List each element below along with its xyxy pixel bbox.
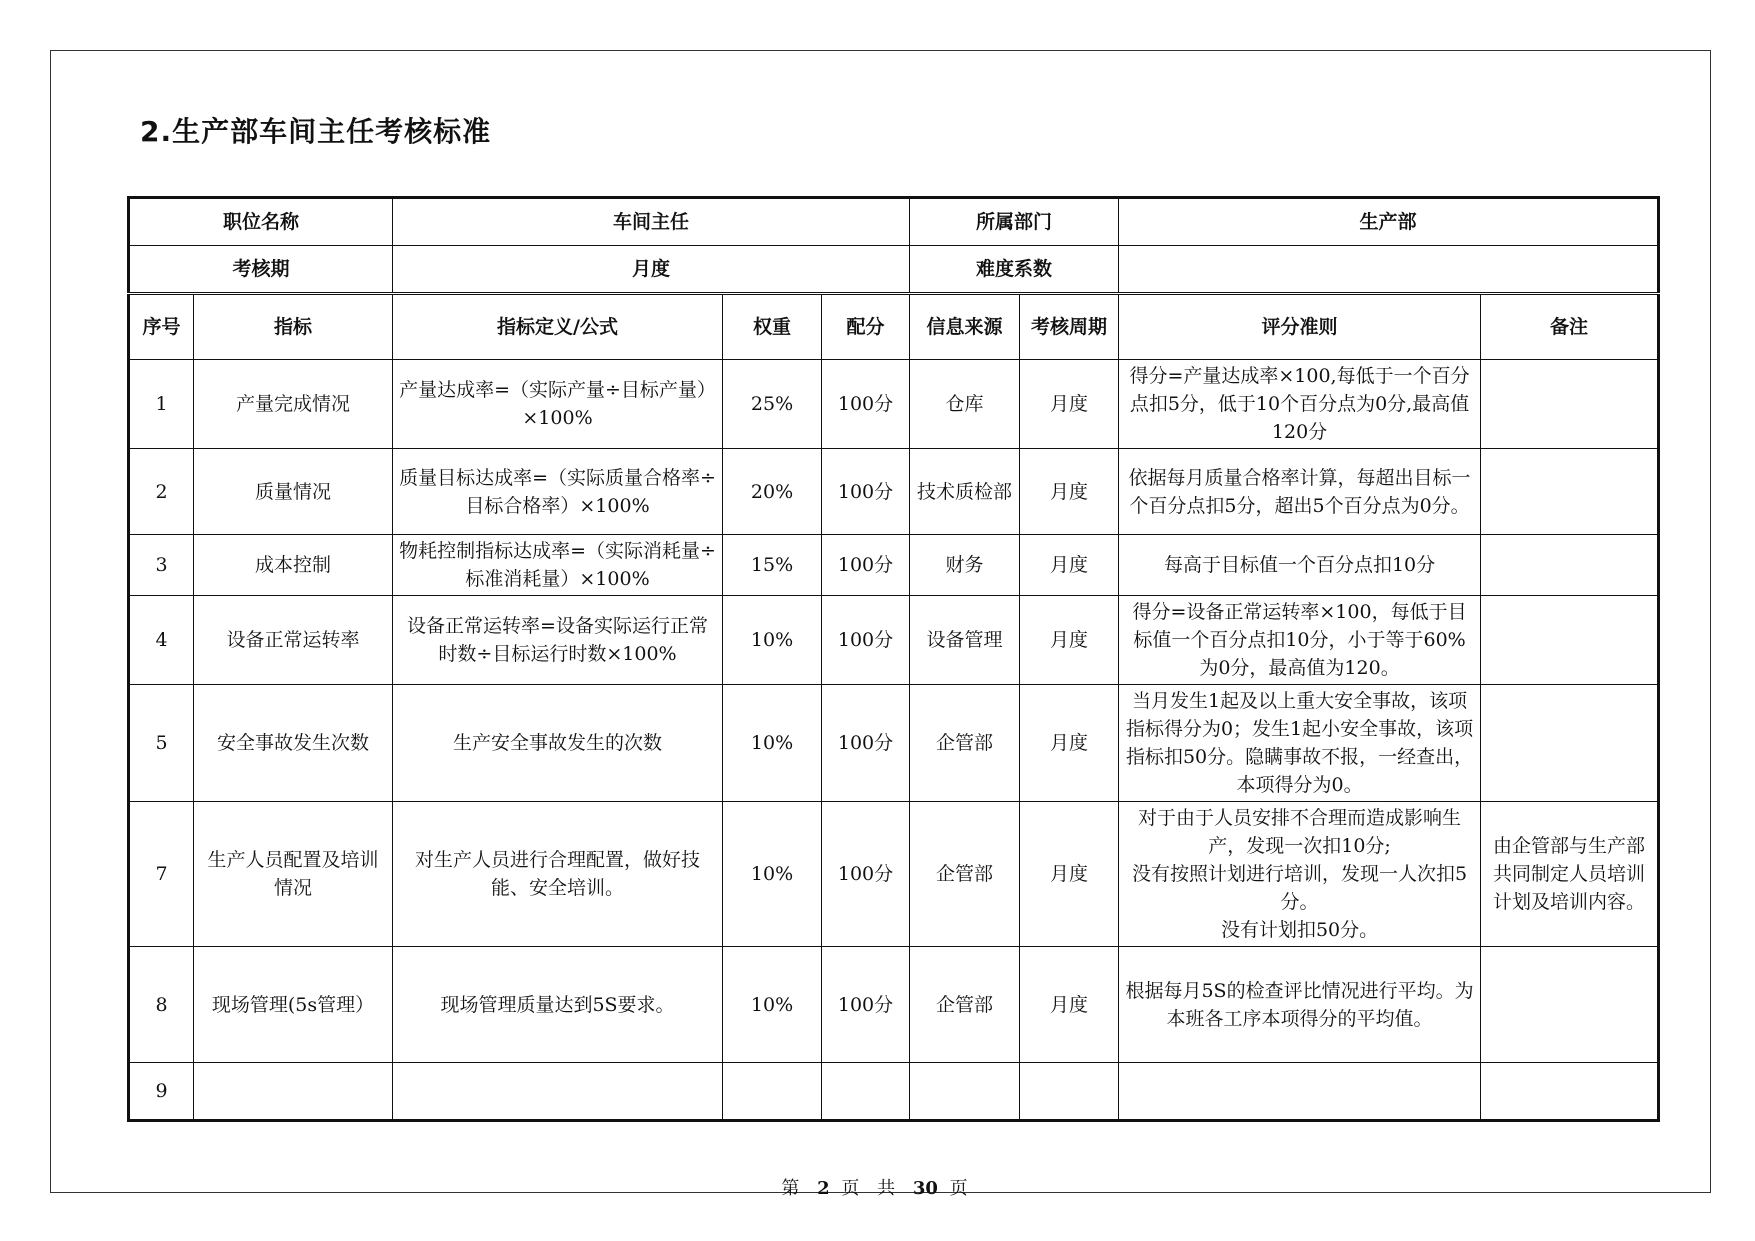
info-row-period — [129, 246, 1659, 294]
cell-weight: 25% — [723, 360, 822, 449]
page-title: 2.生产部车间主任考核标准 — [140, 115, 492, 148]
cell-weight: 10% — [723, 802, 822, 947]
cell-remark — [1481, 535, 1659, 596]
table-row — [129, 360, 1659, 449]
cell-source — [910, 1063, 1020, 1121]
difficulty-label: 难度系数 — [910, 246, 1119, 294]
table-row — [129, 1063, 1659, 1121]
cell-weight: 15% — [723, 535, 822, 596]
table-row — [129, 596, 1659, 685]
cell-cycle: 月度 — [1020, 685, 1119, 802]
col-indicator: 指标 — [194, 294, 393, 360]
cell-seq: 1 — [129, 360, 194, 449]
dept-value: 生产部 — [1119, 198, 1659, 246]
cell-criteria: 得分=产量达成率×100,每低于一个百分点扣5分，低于10个百分点为0分,最高值120分 — [1119, 360, 1481, 449]
cell-definition: 现场管理质量达到5S要求。 — [393, 947, 723, 1063]
cell-score — [822, 1063, 910, 1121]
position-value: 车间主任 — [393, 198, 910, 246]
cell-indicator: 生产人员配置及培训情况 — [194, 802, 393, 947]
col-seq: 序号 — [129, 294, 194, 360]
cell-definition — [393, 1063, 723, 1121]
cell-seq: 5 — [129, 685, 194, 802]
col-cycle: 考核周期 — [1020, 294, 1119, 360]
cell-seq: 8 — [129, 947, 194, 1063]
cell-criteria — [1119, 1063, 1481, 1121]
cell-score: 100分 — [822, 685, 910, 802]
info-row-position — [129, 198, 1659, 246]
cell-source: 设备管理 — [910, 596, 1020, 685]
cell-score: 100分 — [822, 947, 910, 1063]
cell-source: 企管部 — [910, 947, 1020, 1063]
footer-total-pages: 30 — [912, 1178, 938, 1199]
dept-label: 所属部门 — [910, 198, 1119, 246]
col-weight: 权重 — [723, 294, 822, 360]
cell-seq: 9 — [129, 1063, 194, 1121]
cell-score: 100分 — [822, 596, 910, 685]
period-label: 考核期 — [129, 246, 393, 294]
cell-score: 100分 — [822, 449, 910, 535]
cell-seq: 7 — [129, 802, 194, 947]
footer-page-number: 2 — [817, 1178, 830, 1199]
cell-cycle: 月度 — [1020, 449, 1119, 535]
cell-source: 企管部 — [910, 685, 1020, 802]
cell-indicator: 安全事故发生次数 — [194, 685, 393, 802]
cell-source: 企管部 — [910, 802, 1020, 947]
cell-weight: 20% — [723, 449, 822, 535]
cell-indicator: 现场管理(5s管理） — [194, 947, 393, 1063]
cell-weight — [723, 1063, 822, 1121]
page-footer — [0, 1174, 1755, 1200]
table-row — [129, 947, 1659, 1063]
col-criteria: 评分准则 — [1119, 294, 1481, 360]
cell-indicator: 产量完成情况 — [194, 360, 393, 449]
cell-remark — [1481, 596, 1659, 685]
position-label: 职位名称 — [129, 198, 393, 246]
table-row — [129, 535, 1659, 596]
footer-middle: 页 共 — [841, 1178, 902, 1199]
cell-definition: 对生产人员进行合理配置，做好技能、安全培训。 — [393, 802, 723, 947]
cell-indicator: 质量情况 — [194, 449, 393, 535]
cell-cycle: 月度 — [1020, 596, 1119, 685]
difficulty-value — [1119, 246, 1659, 294]
cell-criteria: 当月发生1起及以上重大安全事故，该项指标得分为0；发生1起小安全事故，该项指标扣50分。隐瞒事故不报，一经查出，本项得分为0。 — [1119, 685, 1481, 802]
cell-weight: 10% — [723, 596, 822, 685]
cell-cycle: 月度 — [1020, 947, 1119, 1063]
cell-definition: 设备正常运转率=设备实际运行正常时数÷目标运行时数×100% — [393, 596, 723, 685]
cell-seq: 4 — [129, 596, 194, 685]
column-header-row — [129, 294, 1659, 360]
cell-remark — [1481, 947, 1659, 1063]
footer-suffix: 页 — [949, 1178, 974, 1199]
cell-cycle: 月度 — [1020, 360, 1119, 449]
cell-remark — [1481, 449, 1659, 535]
table-row — [129, 802, 1659, 947]
table-row — [129, 685, 1659, 802]
cell-criteria: 根据每月5S的检查评比情况进行平均。为本班各工序本项得分的平均值。 — [1119, 947, 1481, 1063]
period-value: 月度 — [393, 246, 910, 294]
col-definition: 指标定义/公式 — [393, 294, 723, 360]
cell-definition: 质量目标达成率=（实际质量合格率÷目标合格率）×100% — [393, 449, 723, 535]
cell-indicator: 成本控制 — [194, 535, 393, 596]
cell-source: 财务 — [910, 535, 1020, 596]
table-row — [129, 449, 1659, 535]
cell-score: 100分 — [822, 802, 910, 947]
cell-source: 技术质检部 — [910, 449, 1020, 535]
cell-cycle: 月度 — [1020, 535, 1119, 596]
cell-definition: 物耗控制指标达成率=（实际消耗量÷标准消耗量）×100% — [393, 535, 723, 596]
cell-remark: 由企管部与生产部共同制定人员培训计划及培训内容。 — [1481, 802, 1659, 947]
cell-seq: 3 — [129, 535, 194, 596]
col-score: 配分 — [822, 294, 910, 360]
cell-definition: 生产安全事故发生的次数 — [393, 685, 723, 802]
cell-source: 仓库 — [910, 360, 1020, 449]
cell-indicator — [194, 1063, 393, 1121]
cell-criteria: 依据每月质量合格率计算，每超出目标一个百分点扣5分，超出5个百分点为0分。 — [1119, 449, 1481, 535]
cell-definition: 产量达成率=（实际产量÷目标产量）×100% — [393, 360, 723, 449]
cell-criteria: 对于由于人员安排不合理而造成影响生产，发现一次扣10分; 没有按照计划进行培训，发现一人次扣5分。 没有计划扣50分。 — [1119, 802, 1481, 947]
cell-weight: 10% — [723, 685, 822, 802]
col-source: 信息来源 — [910, 294, 1020, 360]
cell-score: 100分 — [822, 360, 910, 449]
assessment-table — [127, 196, 1660, 1122]
cell-criteria: 每高于目标值一个百分点扣10分 — [1119, 535, 1481, 596]
cell-indicator: 设备正常运转率 — [194, 596, 393, 685]
cell-remark — [1481, 1063, 1659, 1121]
cell-cycle — [1020, 1063, 1119, 1121]
cell-remark — [1481, 685, 1659, 802]
cell-score: 100分 — [822, 535, 910, 596]
cell-seq: 2 — [129, 449, 194, 535]
cell-criteria: 得分=设备正常运转率×100，每低于目标值一个百分点扣10分，小于等于60%为0分，最高值为120。 — [1119, 596, 1481, 685]
cell-cycle: 月度 — [1020, 802, 1119, 947]
footer-prefix: 第 — [781, 1178, 806, 1199]
cell-remark — [1481, 360, 1659, 449]
cell-weight: 10% — [723, 947, 822, 1063]
col-remark: 备注 — [1481, 294, 1659, 360]
